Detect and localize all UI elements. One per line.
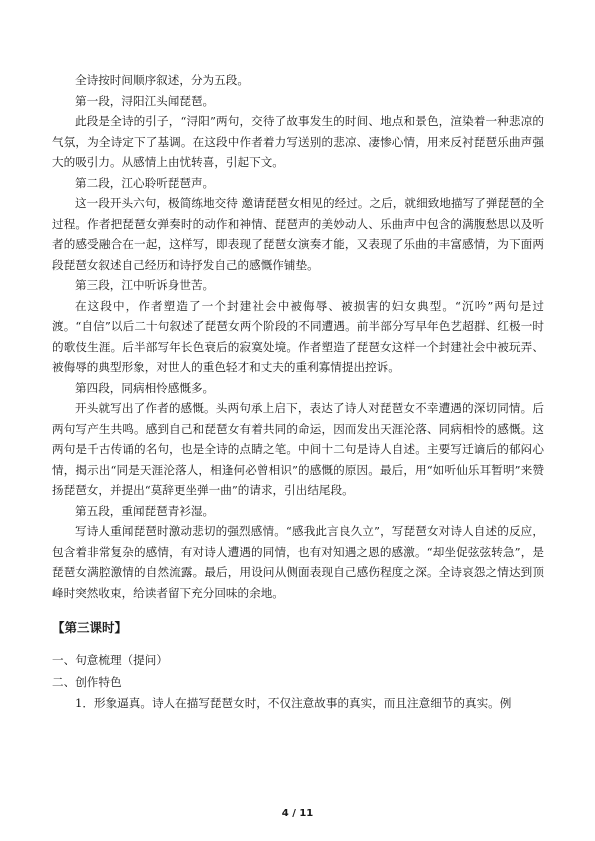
paragraph-section-1: 此段是全诗的引子，“浔阳”两句，交待了故事发生的时间、地点和景色，渲染着一种悲凉的气氛，为全诗定下了基调。在这段中作者着力写送别的悲凉、凄惨心情，用来反衬琵琶乐曲声强大的吸引力。从感情上由忧转喜，引起下文。 [52,114,544,169]
paragraph-section-2: 这一段开头六句，极简练地交待 邀请琵琶女相见的经过。之后，就细致地描写了弹琵琶的全过程。作者把琵琶女弹奏时的动作和神情、琵琶声的美妙动人、乐曲声中包含的满腹愁思以及听者的感受融合在一起，这样写，即表现了琵琶女演奏才能，又表现了乐曲的丰富感情，为下面两段琵琶女叙述自己经历和诗抒发自己的感慨作铺垫。 [52,196,544,272]
outline-item-1: 一、句意梳理（提问） [52,653,168,667]
paragraph-section-5: 写诗人重闻琵琶时激动悲切的强烈感情。“感我此言良久立”，写琵琶女对诗人自述的反应，包含着非常复杂的感情，有对诗人遭遇的同情，也有对知遇之恩的感激。“却坐促弦弦转急”，是琵琶女满腔激情的自然流露。最后，用设问从侧面表现自己感伤程度之深。全诗哀怨之情达到顶峰时突然收束，给读者留下充分回味的余地。 [52,524,544,600]
section-title-1: 第一段，浔阳江头闻琵琶。 [75,93,215,108]
section-title-4: 第四段，同病相怜感慨多。 [75,380,215,395]
paragraph-intro: 全诗按时间顺序叙述，分为五段。 [75,73,249,87]
body-text [52,70,544,714]
paragraph-section-4: 开头就写出了作者的感慨。头两句承上启下，表达了诗人对琵琶女不幸遭遇的深切同情。后两句写产生共鸣。感到自己和琵琶女有着共同的命运，因而发出天涯沦落、同病相怜的感慨。这两句是千古传诵的名句，也是全诗的点睛之笔。中间十二句是诗人自述。主要写迁谪后的郁闷心情，揭示出“同是天涯沦落人，相逢何必曾相识”的感慨的原因。最后，用“如听仙乐耳暂明”来赞扬琵琶女，并提出“莫辞更坐弹一曲”的请求，引出结尾段。 [52,401,544,497]
section-title-2: 第二段，江心聆听琵琶声。 [75,175,215,190]
page-number: 4 / 11 [281,808,314,819]
section-title-3: 第三段，江中听诉身世苦。 [75,278,215,292]
paragraph-section-3: 在这段中，作者塑造了一个封建社会中被侮辱、被损害的妇女典型。“沉吟”两句是过渡。“自信”以后二十句叙述了琵琶女两个阶段的不同遭遇。前半部分写早年色艺超群、红极一时的歌伎生涯。后半部写年长色衰后的寂寞处境。作者塑造了琵琶女这样一个封建社会中被玩弄、被侮辱的典型形象，对世人的重色轻才和丈夫的重利寡情提出控诉。 [52,298,544,374]
section-title-5: 第五段，重闻琵琶青衫湿。 [75,503,215,518]
lesson-heading: 【第三课时】 [52,620,128,635]
outline-item-2: 二、创作特色 [52,675,122,689]
point-1: 1．形象逼真。诗人在描写琵琶女时，不仅注意故事的真实，而且注意细节的真实。例 [75,696,512,710]
